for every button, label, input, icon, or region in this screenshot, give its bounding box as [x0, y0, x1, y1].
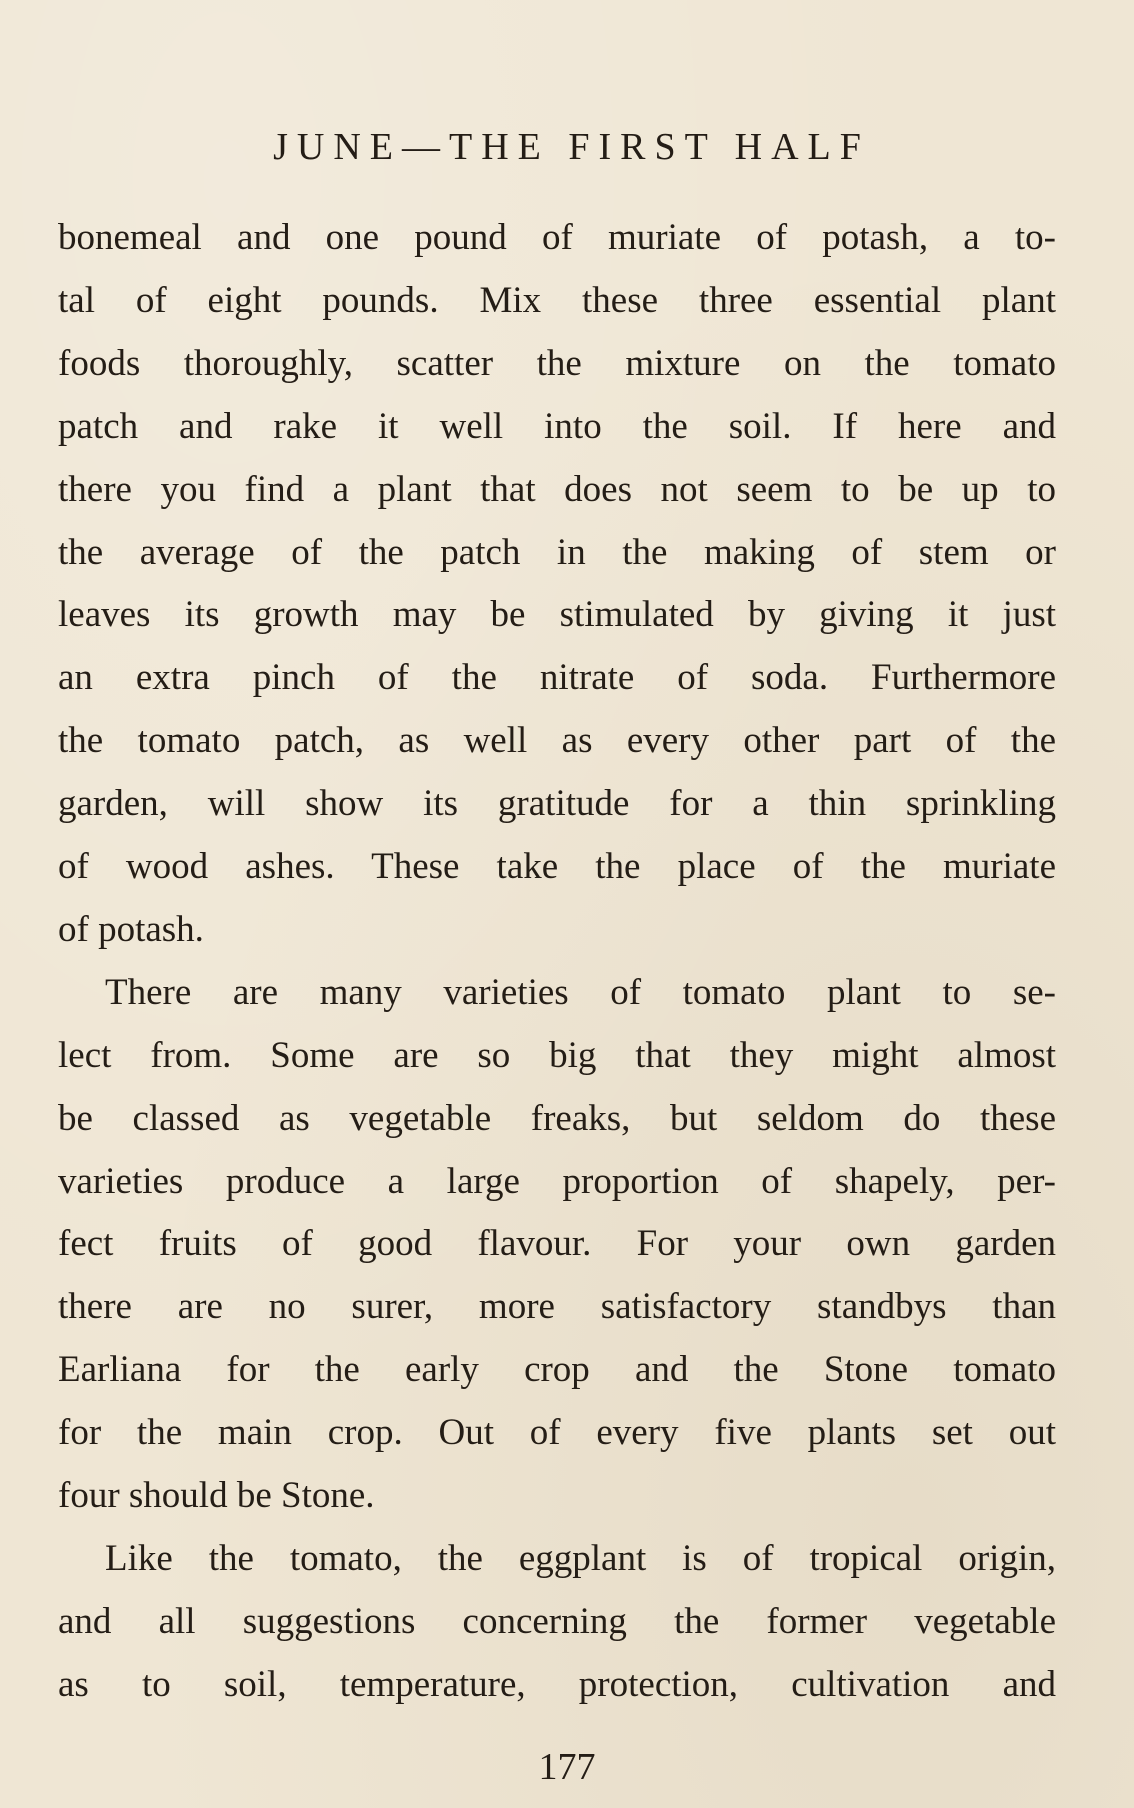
- text-line: foods thoroughly, scatter the mixture on the tomato: [58, 343, 1056, 384]
- text-line: as to soil, temperature, protection, cultivation and: [58, 1664, 1056, 1705]
- page-number: 177: [538, 1746, 596, 1788]
- text-line: and all suggestions concerning the former vegetable: [58, 1601, 1056, 1642]
- text-line: varieties produce a large proportion of shapely, per-: [58, 1161, 1056, 1202]
- text-line: bonemeal and one pound of muriate of potash, a to-: [58, 217, 1056, 258]
- text-line: an extra pinch of the nitrate of soda. Furthermore: [58, 657, 1056, 698]
- text-line: be classed as vegetable freaks, but seldom do these: [58, 1098, 1056, 1139]
- text-line: of wood ashes. These take the place of the muriate: [58, 846, 1056, 887]
- text-line: of potash.: [58, 909, 204, 950]
- running-head: JUNE—THE FIRST HALF: [273, 126, 870, 168]
- text-line: fect fruits of good flavour. For your own garden: [58, 1223, 1056, 1264]
- text-line: there are no surer, more satisfactory standbys than: [58, 1286, 1056, 1327]
- text-line: lect from. Some are so big that they might almost: [58, 1035, 1056, 1076]
- text-line: patch and rake it well into the soil. If here and: [58, 406, 1056, 447]
- text-line: there you find a plant that does not seem to be up to: [58, 469, 1056, 510]
- text-line: Earliana for the early crop and the Stone tomato: [58, 1349, 1056, 1390]
- text-line: the tomato patch, as well as every other part of the: [58, 720, 1056, 761]
- text-line: tal of eight pounds. Mix these three essential plant: [58, 280, 1056, 321]
- text-line: leaves its growth may be stimulated by giving it just: [58, 594, 1056, 635]
- text-line: Like the tomato, the eggplant is of tropical origin,: [105, 1538, 1056, 1579]
- text-line: garden, will show its gratitude for a thin sprinkling: [58, 783, 1056, 824]
- text-line: four should be Stone.: [58, 1475, 375, 1516]
- text-line: the average of the patch in the making of stem or: [58, 532, 1056, 573]
- text-line: for the main crop. Out of every five plants set out: [58, 1412, 1056, 1453]
- text-line: There are many varieties of tomato plant to se-: [105, 972, 1056, 1013]
